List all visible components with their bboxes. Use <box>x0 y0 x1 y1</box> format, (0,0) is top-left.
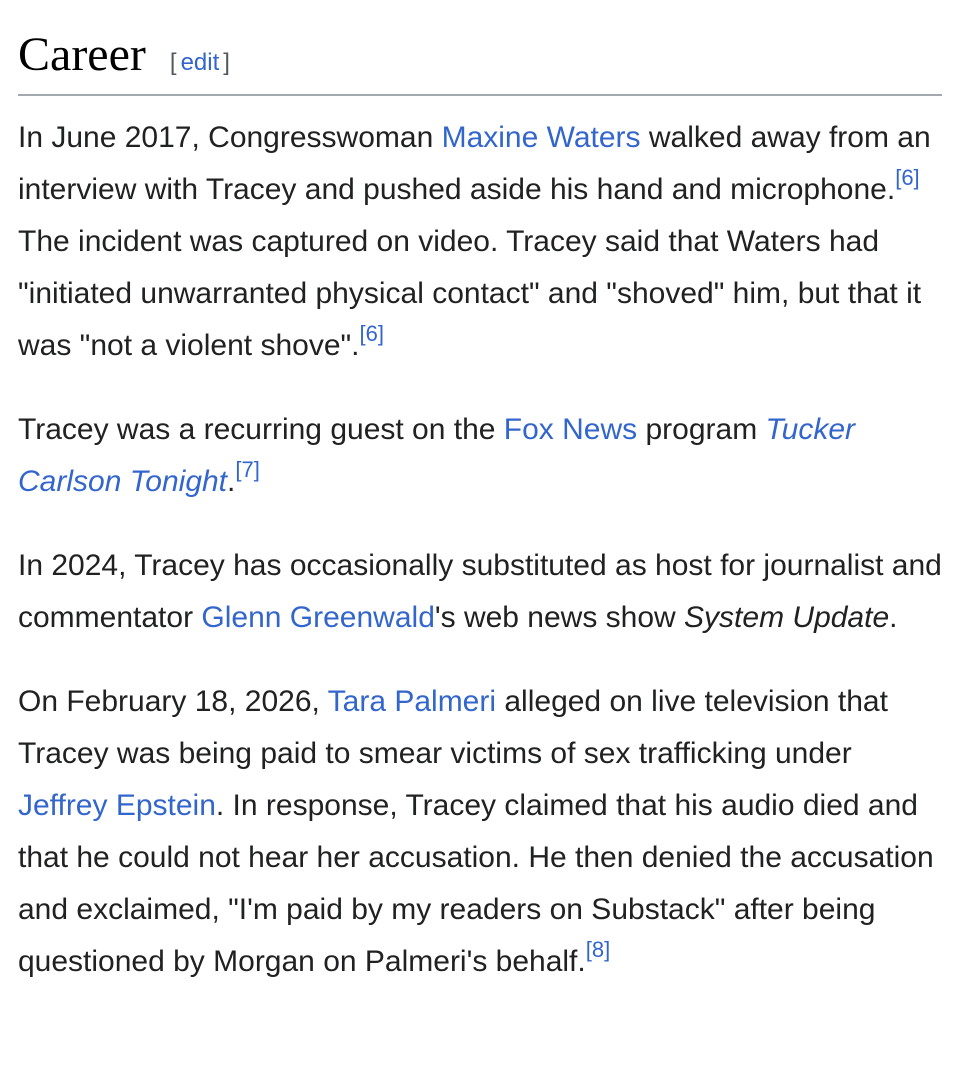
section-heading-row <box>18 24 942 96</box>
p2-text-3: . <box>227 465 236 498</box>
p1-text-1: In June 2017, Congresswoman <box>18 121 442 154</box>
paragraph-3 <box>18 540 942 644</box>
p2-text-1: Tracey was a recurring guest on the <box>18 413 504 446</box>
citation-7 <box>235 457 259 482</box>
p4-text-2: alleged on live television that Tracey was being paid to smear victims of sex trafficking under <box>18 685 888 770</box>
link-tara-palmeri[interactable]: Tara Palmeri <box>327 685 497 718</box>
p3-text-3: . <box>889 601 898 634</box>
p1-text-2: walked away from an interview with Tracey and pushed aside his hand and microphone. <box>18 121 931 206</box>
p4-text-1: On February 18, 2026, <box>18 685 328 718</box>
citation-link-6a[interactable]: [6] <box>895 165 920 190</box>
link-fox-news[interactable]: Fox News <box>503 413 638 446</box>
citation-link-7[interactable]: [7] <box>235 457 260 482</box>
citation-8 <box>586 937 610 962</box>
citation-link-6b[interactable]: [6] <box>359 321 384 346</box>
section-heading: Career <box>18 28 146 81</box>
citation-6a <box>895 165 919 190</box>
edit-bracket-close: ] <box>223 49 230 76</box>
link-glenn-greenwald[interactable]: Glenn Greenwald <box>201 601 435 634</box>
link-jeffrey-epstein[interactable]: Jeffrey Epstein <box>18 789 216 822</box>
edit-bracket-open: [ <box>169 49 177 76</box>
citation-link-8[interactable]: [8] <box>585 937 611 962</box>
paragraph-4 <box>18 676 942 988</box>
link-tucker-carlson-tonight-text: Tucker Carlson Tonight <box>18 413 856 498</box>
edit-section <box>170 49 230 77</box>
p1-text-3: The incident was captured on video. Tracey said that Waters had "initiated unwarranted physical contact" and "shoved" him, but that it was "not a violent shove". <box>18 225 922 362</box>
paragraph-2 <box>18 404 942 508</box>
edit-link[interactable]: edit <box>180 49 220 76</box>
citation-6b <box>359 321 383 346</box>
p3-text-1: In 2024, Tracey has occasionally substituted as host for journalist and commentator <box>18 549 942 634</box>
career-section <box>18 24 942 988</box>
p4-text-3: . In response, Tracey claimed that his audio died and that he could not hear her accusation. He then denied the accusation and exclaimed, "I'm paid by my readers on Substack" after being questioned by Morgan on Palmeri's behalf. <box>18 789 934 978</box>
link-maxine-waters[interactable]: Maxine Waters <box>441 121 641 154</box>
paragraph-1 <box>18 112 942 372</box>
p2-text-2: program <box>637 413 766 446</box>
p3-text-2: 's web news show <box>434 601 685 634</box>
show-title-system-update: System Update <box>684 601 890 634</box>
